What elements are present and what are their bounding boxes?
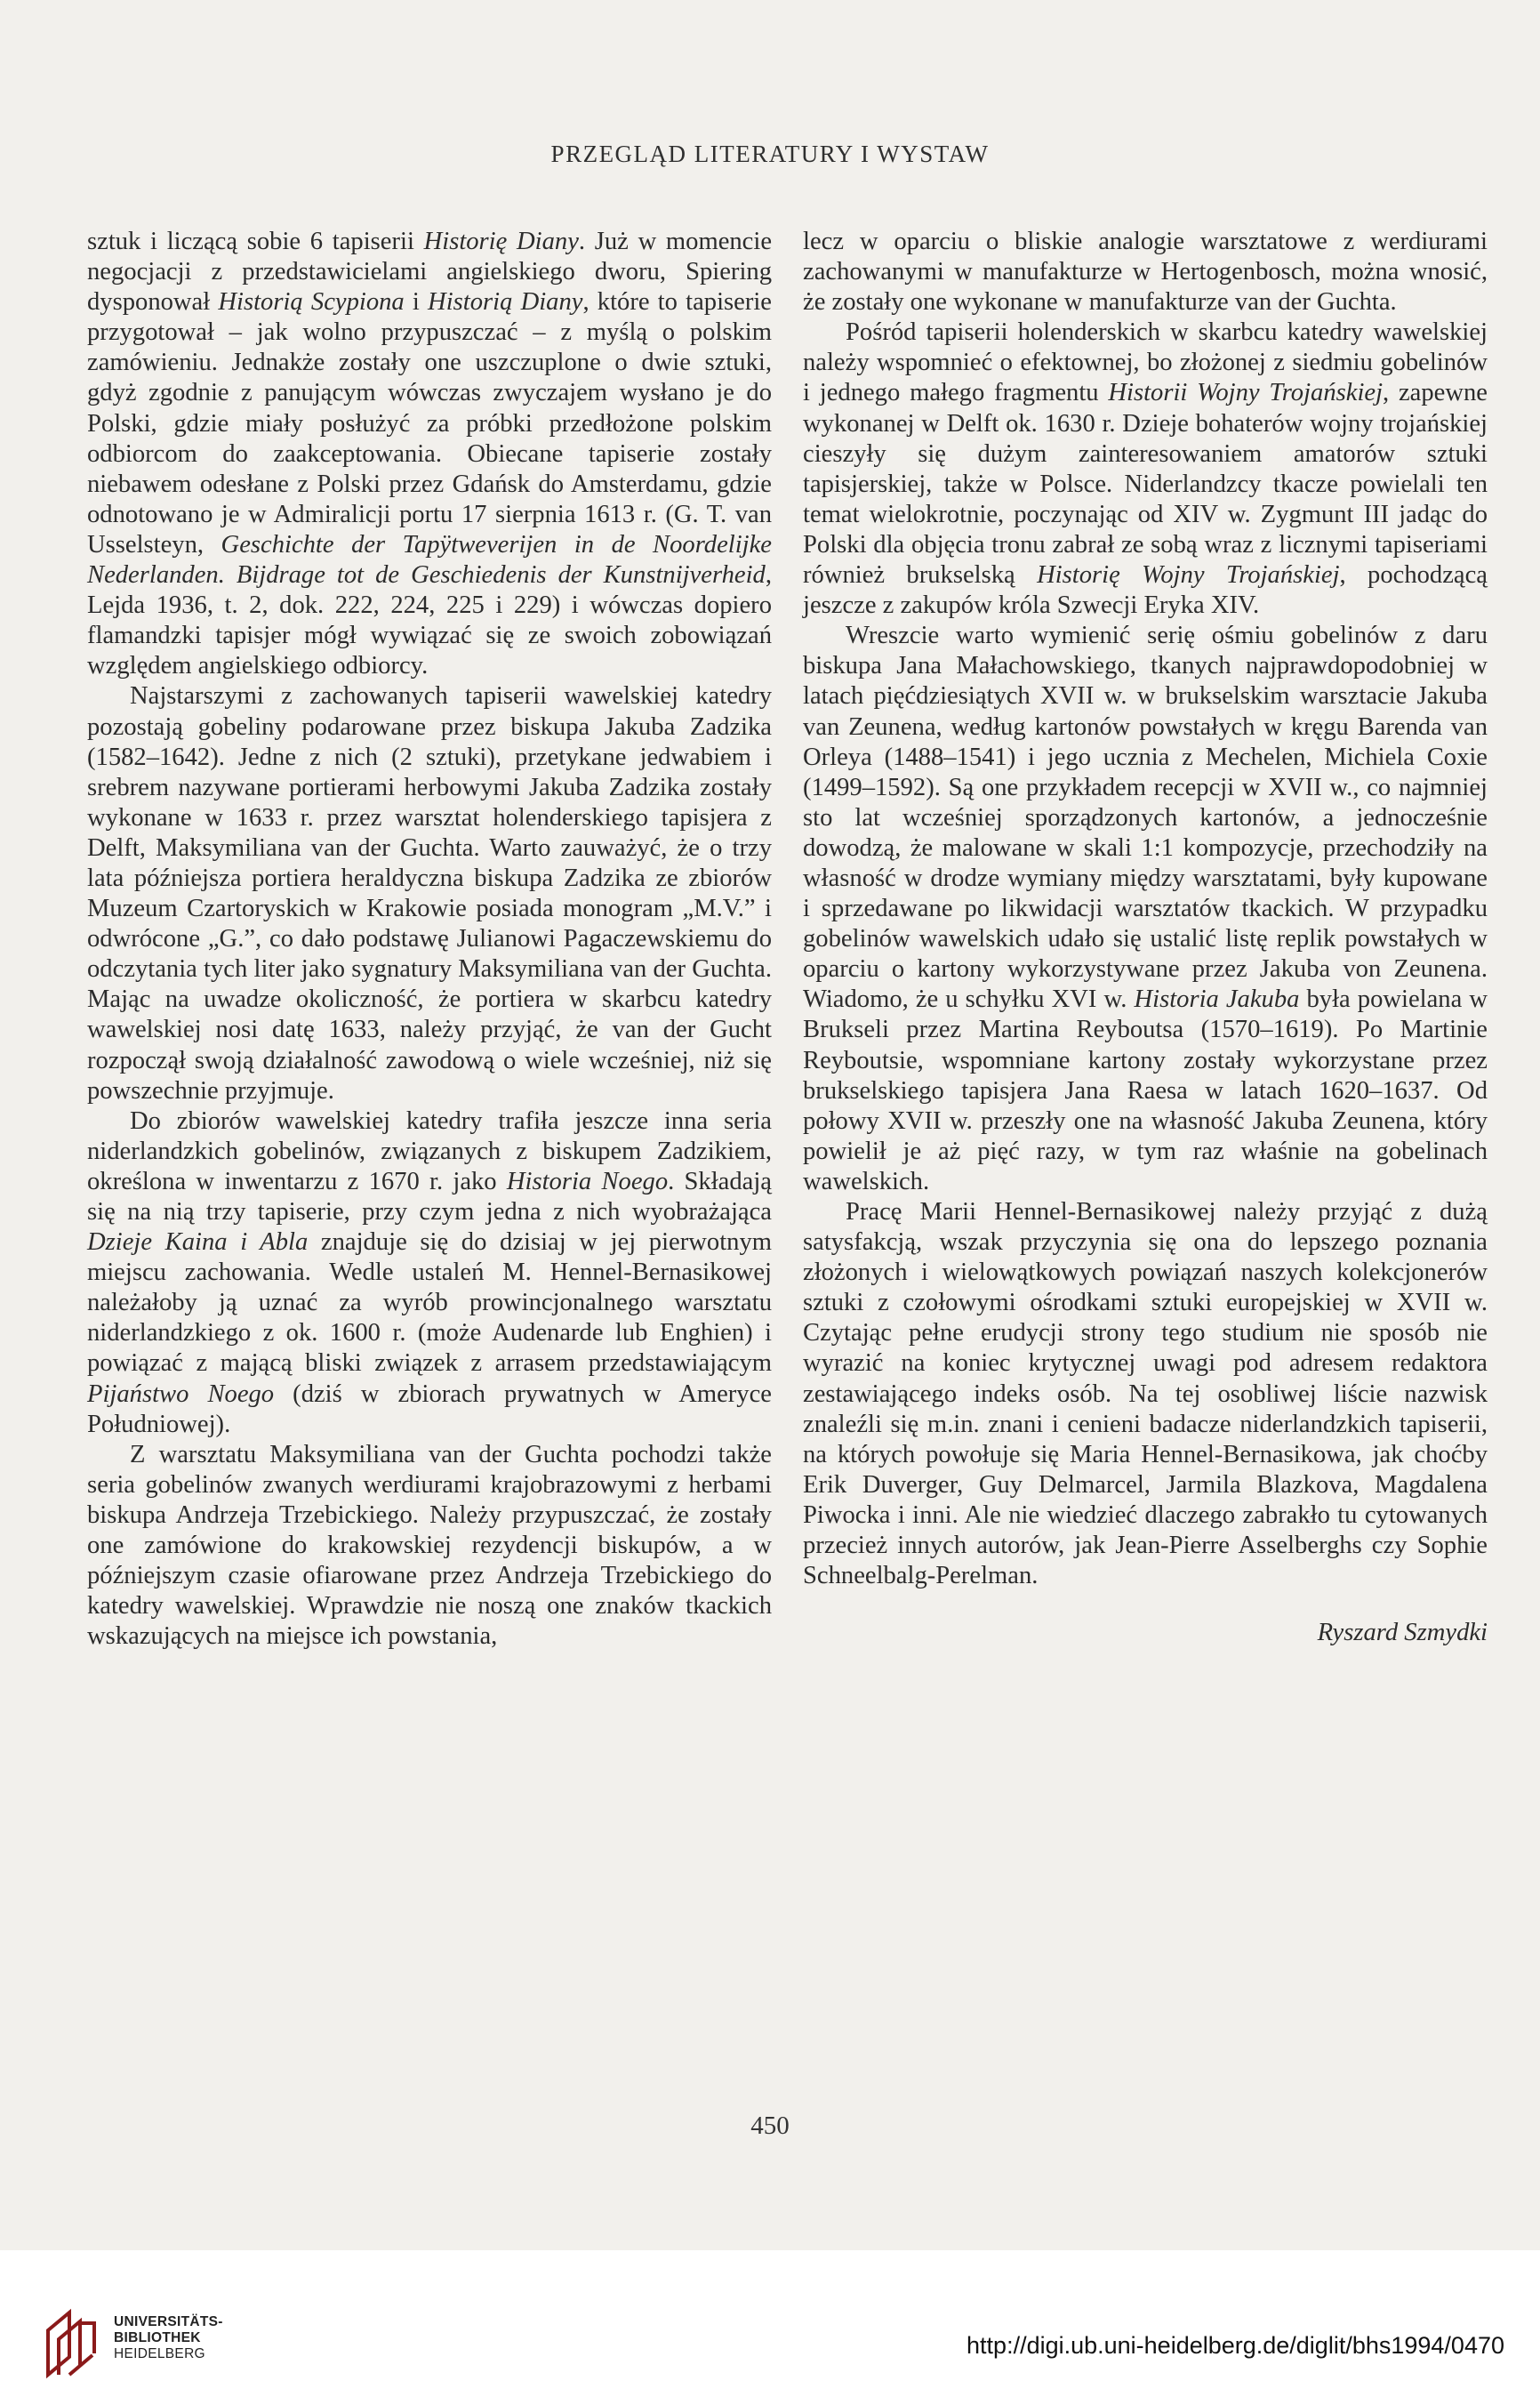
library-name: [114, 2314, 223, 2362]
right-column-paragraph: Pracę Marii Hennel-Bernasikowej należy przyjąć z dużą satysfakcją, wszak przyczynia się ona do lepszego poznania złożonych i wielowątkowych powiązań naszych kolekcjonerów sztuki z czołowymi ośrodkami sztuki europejskiej w XVII w. Czytając pełne erudycji strony tego studium nie sposób nie wyrazić na koniec krytycznej uwagi pod adresem redaktora zestawiającego indeks osób. Na tej osobliwej liście nazwisk znaleźli się m.in. znani i cenieni badacze niderlandzkich tapiserii, na których powołuje się Maria Hennel-Bernasikowa, jak choćby Erik Duverger, Guy Delmarcel, Jarmila Blazkova, Magdalena Piwocka i inni. Ale nie wiedzieć dlaczego zabrakło tu cytowanych przecież innych autorów, jak Jean-Pierre Asselberghs czy Sophie Schneelbalg-Perelman.: [803, 1198, 1488, 1590]
left-column-paragraph: Z warsztatu Maksymiliana van der Guchta pochodzi także seria gobelinów zwanych werdiurami krajobrazowymi z herbami biskupa Andrzeja Trzebickiego. Należy przypuszczać, że zostały one zamówione do krakowskiej rezydencji biskupów, a w późniejszym czasie ofiarowane przez Andrzeja Trzebickiego do katedry wawelskiej. Wprawdzie nie noszą one znaków tkackich wskazujących na miejsce ich powstania,: [87, 1440, 772, 1651]
right-column: [803, 227, 1488, 1648]
left-column-paragraph: Do zbiorów wawelskiej katedry trafiła jeszcze inna seria niderlandzkich gobelinów, związanych z biskupem Zadzikiem, określona w inwentarzu z 1670 r. jako Historia Noego. Składają się na nią trzy tapiserie, przy czym jedna z nich wyobrażająca Dzieje Kaina i Abla znajduje się do dzisiaj w jej pierwotnym miejscu zachowania. Wedle ustaleń M. Hennel-Bernasikowej należałoby ją uznać za wyrób prowincjonalnego warsztatu niderlandzkiego z ok. 1600 r. (może Audenarde lub Enghien) i powiązać z mającą bliski związek z arrasem przedstawiającym Pijaństwo Noego (dziś w zbiorach prywatnych w Ameryce Południowej).: [87, 1106, 772, 1438]
right-column-paragraph: Pośród tapiserii holenderskich w skarbcu katedry wawelskiej należy wspomnieć o efektownej, bo złożonej z siedmiu gobelinów i jednego małego fragmentu Historii Wojny Trojańskiej, zapewne wykonanej w Delft ok. 1630 r. Dzieje bohaterów wojny trojańskiej cieszyły się dużym zainteresowaniem amatorów sztuki tapisjerskiej, także w Polsce. Niderlandzcy tkacze powielali ten temat wielokrotnie, poczynając od XIV w. Zygmunt III jadąc do Polski dla objęcia tronu zabrał ze sobą wraz z licznymi tapiseriami również brukselską Historię Wojny Trojańskiej, pochodzącą jeszcze z zakupów króla Szwecji Eryka XIV.: [803, 318, 1488, 620]
library-line-3: HEIDELBERG: [114, 2346, 205, 2361]
heidelberg-library-logo-icon: [43, 2304, 100, 2380]
left-column-paragraph: Najstarszymi z zachowanych tapiserii wawelskiej katedry pozostają gobeliny podarowane przez biskupa Jakuba Zadzika (1582–1642). Jedne z nich (2 sztuki), przetykane jedwabiem i srebrem nazywane portierami herbowymi Jakuba Zadzika zostały wykonane w 1633 r. przez warsztat holenderskiego tapisjera z Delft, Maksymiliana van der Guchta. Warto zauważyć, że o trzy lata późniejsza portiera heraldyczna biskupa Zadzika ze zbiorów Muzeum Czartoryskich w Krakowie posiada monogram „M.V.” i odwrócone „G.”, co dało podstawę Julianowi Pagaczewskiemu do odczytania tych liter jako sygnatury Maksymiliana van der Guchta. Mając na uwadze okoliczność, że portiera w skarbcu katedry wawelskiej nosi datę 1633, należy przyjąć, że van der Gucht rozpoczął swoją działalność zawodową o wiele wcześniej, niż się powszechnie przyjmuje.: [87, 682, 772, 1105]
left-column-paragraph: sztuk i liczącą sobie 6 tapiserii Historię Diany. Już w momencie negocjacji z przedstawicielami angielskiego dworu, Spiering dysponował Historią Scypiona i Historią Diany, które to tapiserie przygotował – jak wolno przypuszczać – z myślą o polskim zamówieniu. Jednakże zostały one uszczuplone o dwie sztuki, gdyż zgodnie z panującym wówczas zwyczajem wysłano je do Polski, gdzie miały posłużyć za próbki przedłożone polskim odbiorcom do zaakceptowania. Obiecane tapiserie zostały niebawem odesłane z Polski przez Gdańsk do Amsterdamu, gdzie odnotowano je w Admiralicji portu 17 sierpnia 1613 r. (G. T. van Usselsteyn, Geschichte der Tapÿtweverijen in de Noordelijke Nederlanden. Bijdrage tot de Geschiedenis der Kunstnijverheid, Lejda 1936, t. 2, dok. 222, 224, 225 i 229) i wówczas dopiero flamandzki tapisjer mógł wywiązać się ze swoich zobowiązań względem angielskiego odbiorcy.: [87, 228, 773, 680]
library-line-2: BIBLIOTHEK: [114, 2330, 201, 2345]
digitization-footer: [0, 2250, 1540, 2405]
right-column-paragraph: lecz w oparciu o bliskie analogie warsztatowe z werdiurami zachowanymi w manufakturze w Hertogenbosch, można wnosić, że zostały one wykonane w manufakturze van der Guchta.: [803, 228, 1488, 317]
right-column-paragraph: Wreszcie warto wymienić serię ośmiu gobelinów z daru biskupa Jana Małachowskiego, tkanych najprawdopodobniej w latach pięćdziesiątych XVII w. w brukselskim warsztacie Jakuba van Zeunena, według kartonów powstałych w kręgu Barenda van Orleya (1488–1541) i jego ucznia z Mechelen, Michiela Coxie (1499–1592). Są one przykładem recepcji w XVII w., co najmniej sto lat wcześniej sporządzonych kartonów, a jednocześnie dowodzą, że malowane w skali 1:1 kompozycje, przechodziły na własność w drodze wymiany między warsztatami, były kupowane i sprzedawane po likwidacji warsztatów tkackich. W przypadku gobelinów wawelskich udało się ustalić listę replik powstałych w oparciu o kartony wykorzystywane przez Jakuba von Zeunena. Wiadomo, że u schyłku XVI w. Historia Jakuba była powielana w Brukseli przez Martina Reyboutsa (1570–1619). Po Martinie Reyboutsie, wspomniane kartony zostały wykorzystane przez brukselskiego tapisjera Jana Raesa w latach 1620–1637. Od połowy XVII w. przeszły one na własność Jakuba Zeunena, który powielił je aż pięć razy, w tym raz właśnie na gobelinach wawelskich.: [803, 622, 1488, 1195]
author-signature: Ryszard Szmydki: [1317, 1619, 1488, 1647]
running-head: PRZEGLĄD LITERATURY I WYSTAW: [550, 141, 990, 167]
source-url-link[interactable]: http://digi.ub.uni-heidelberg.de/diglit/bhs1994/0470: [967, 2332, 1504, 2359]
left-column: [87, 227, 772, 1652]
library-line-1: UNIVERSITÄTS-: [114, 2314, 223, 2329]
page-number: 450: [750, 2111, 790, 2140]
